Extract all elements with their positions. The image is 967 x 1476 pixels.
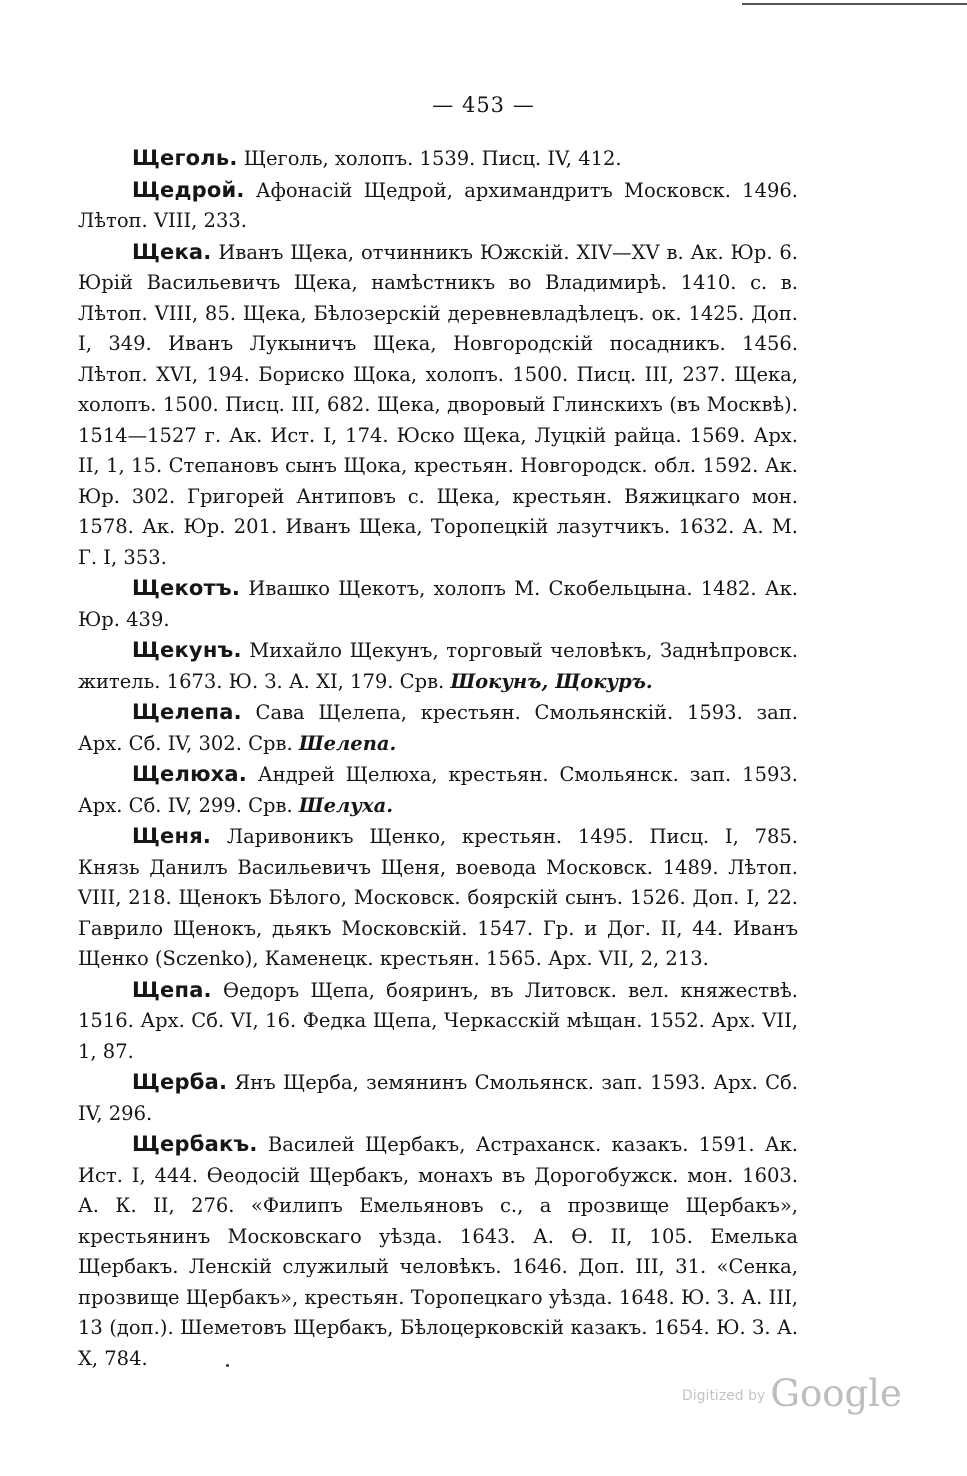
top-rule xyxy=(742,3,967,5)
entry-shchedroy xyxy=(78,175,798,237)
entry-text: Афонасій Щедрой, архимандритъ Московск. 1496. Лѣтоп. VIII, 233. xyxy=(78,178,798,232)
entry-shchenya xyxy=(78,821,798,975)
entry-cross-reference: Шелепа. xyxy=(298,731,397,755)
entry-shchekun xyxy=(78,635,798,697)
google-logo: Google xyxy=(770,1372,902,1415)
entry-shcherbak xyxy=(78,1129,798,1374)
entry-text: Янъ Щерба, земянинъ Смольянск. зап. 1593. Арх. Сб. IV, 296. xyxy=(78,1071,798,1125)
watermark-prefix: Digitized by xyxy=(682,1388,766,1404)
entry-text: Василей Щербакъ, Астраханск. казакъ. 1591. Ак. Ист. I, 444. Өеодосій Щербакъ, монахъ въ Дорогобужск. мон. 1603. А. К. II, 276. «Филипъ Емельяновъ с., а прозвище Щербакъ», крестьянинъ Московскаго уѣзда. 1643. А. Ө. II, 105. Емелька Щербакъ. Ленскій служилый человѣкъ. 1646. Доп. III, 31. «Сенка, прозвище Щербакъ», крестьян. Торопецкаго уѣзда. 1648. Ю. З. А. III, 13 (доп.). Шеметовъ Щербакъ, Бѣлоцерковскій казакъ. 1654. Ю. З. А. X, 784. xyxy=(78,1133,798,1370)
entry-shcherba xyxy=(78,1067,798,1129)
entry-shchekot xyxy=(78,573,798,635)
entry-headword: Щекотъ. xyxy=(132,576,241,600)
entry-shchelyukha xyxy=(78,759,798,821)
entry-text: Иванъ Щека, отчинникъ Южскій. XIV—XV в. Ак. Юр. 6. Юрій Васильевичъ Щека, намѣстникъ во Владимирѣ. 1410. с. в. Лѣтоп. VIII, 85. Щека, Бѣлозерскій деревневладѣлецъ. ок. 1425. Доп. I, 349. Иванъ Лукыничъ Щека, Новгородскій посадникъ. 1456. Лѣтоп. XVI, 194. Бориско Щока, холопъ. 1500. Писц. III, 237. Щека, холопъ. 1500. Писц. III, 682. Щека, дворовый Глинскихъ (въ Москвѣ). 1514—1527 г. Ак. Ист. I, 174. Юско Щека, Луцкій райца. 1569. Арх. II, 1, 15. Степановъ сынъ Щока, крестьян. Новгородск. обл. 1592. Ак. Юр. 302. Григорей Антиповъ с. Щека, крестьян. Вяжицкаго мон. 1578. Ак. Юр. 201. Иванъ Щека, Торопецкій лазутчикъ. 1632. А. М. Г. I, 353. xyxy=(78,240,798,569)
entry-text: Щеголь, холопъ. 1539. Писц. IV, 412. xyxy=(237,147,622,170)
entry-headword: Щекунъ. xyxy=(132,638,242,662)
entry-shchelepa xyxy=(78,697,798,759)
entry-cross-reference: Шокунъ, Щокуръ. xyxy=(450,669,653,693)
entry-headword: Щедрой. xyxy=(132,177,245,202)
entry-headword: Щеня. xyxy=(132,824,212,848)
entry-shcheka xyxy=(78,237,798,574)
entry-text: Михайло Щекунъ, торговый человѣкъ, Заднѣпровск. житель. 1673. Ю. З. А. XI, 179. Срв. xyxy=(78,639,798,693)
dictionary-entries xyxy=(78,143,798,1374)
entry-headword: Щерба. xyxy=(132,1070,228,1094)
page-number: — 453 — xyxy=(432,93,535,117)
entry-headword: Щепа. xyxy=(132,977,212,1002)
entry-headword: Щелепа. xyxy=(132,700,242,724)
entry-cross-reference: Шелуха. xyxy=(298,793,393,817)
entry-headword: Щелюха. xyxy=(132,762,247,786)
entry-headword: Щека. xyxy=(132,239,212,264)
entry-text: Ивашко Щекотъ, холопъ М. Скобельцына. 1482. Ак. Юр. 439. xyxy=(78,577,798,631)
entry-text: Ларивоникъ Щенко, крестьян. 1495. Писц. I, 785. Князь Данилъ Васильевичъ Щеня, воевода Московск. 1489. Лѣтоп. VIII, 218. Щенокъ Бѣлого, Московск. боярскій сынъ. 1526. Доп. I, 22. Гаврило Щенокъ, дьякъ Московскій. 1547. Гр. и Дог. II, 44. Иванъ Щенко (Sczenko), Каменецк. крестьян. 1565. Арх. VII, 2, 213. xyxy=(78,825,798,970)
entry-shchepa xyxy=(78,975,798,1068)
ink-speck xyxy=(226,1364,229,1367)
entry-text: Андрей Щелюха, крестьян. Смольянск. зап. 1593. Арх. Сб. IV, 299. Срв. xyxy=(78,763,798,817)
entry-headword: Щеголь. xyxy=(132,146,238,170)
entry-headword: Щербакъ. xyxy=(132,1132,258,1156)
entry-text: Сава Щелепа, крестьян. Смольянскій. 1593. зап. Арх. Сб. IV, 302. Срв. xyxy=(78,701,798,755)
digitized-watermark xyxy=(682,1372,902,1415)
entry-text: Өедоръ Щепа, бояринъ, въ Литовск. вел. княжествѣ. 1516. Арх. Сб. VI, 16. Федка Щепа, Черкасскій мѣщан. 1552. Арх. VII, 1, 87. xyxy=(78,978,798,1063)
entry-shchegol xyxy=(78,143,798,175)
